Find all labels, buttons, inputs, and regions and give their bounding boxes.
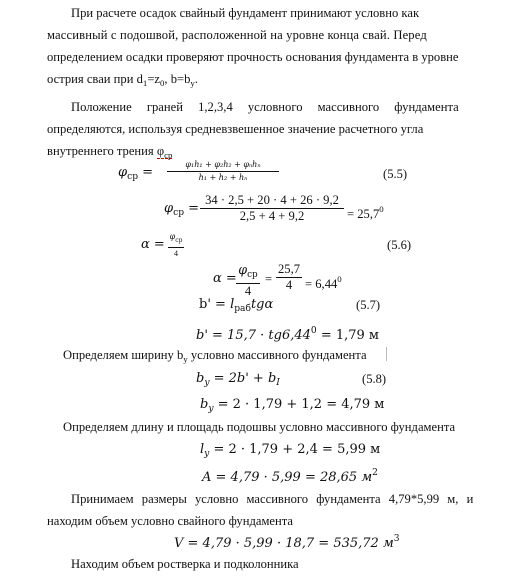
- paragraph-3: Определяем ширину $b_у$ условно массивного фундамента: [63, 348, 367, 364]
- eq-5-6-numeric-fraction-1: $\varphi_{ср}$ 4: [236, 262, 260, 299]
- eq-5-6-fraction: $\varphi_{ср}$ 4: [169, 232, 183, 258]
- eq-5-5-numeric-result: = $25,7^0$: [347, 204, 384, 221]
- paragraph-5-line-2: находим объем условно свайного фундамента: [47, 514, 294, 528]
- eq-5-7: $b' = l_{раб}tg\alpha$: [199, 297, 274, 314]
- eq-5-6-numeric-equals: =: [265, 272, 273, 286]
- eq-5-6-numeric-lhs: α =: [213, 271, 237, 286]
- eq-5-7-numeric: $b' = 15,7 \cdot tg6,44^0 = 1,79$ м: [196, 326, 380, 343]
- paragraph-1-line-3: определением осадки проверяют прочность основания фундамента в уровне: [47, 50, 459, 64]
- paragraph-2-line-3: внутреннего трения $\varphi_{ср}$: [47, 144, 173, 160]
- eq-5-5-numeric-lhs: $\varphi_{ср}$ =: [164, 201, 200, 218]
- paragraph-1-line-4: острия сваи при $d_1=z_0$, $b=b_y$.: [47, 72, 198, 88]
- paragraph-1-line-2: массивный с подошвой, расположенной на уровне конца свай. Перед: [47, 28, 427, 42]
- eq-5-8-tag: (5.8): [362, 372, 387, 386]
- eq-5-5-tag: (5.5): [383, 167, 408, 181]
- eq-5-8: $b_y = 2b' + b_I$: [196, 371, 280, 388]
- paragraph-5-line-1: Принимаем размеры условно массивного фундамента 4,79*5,99 м, и: [71, 492, 474, 506]
- text-cursor: [386, 347, 387, 361]
- eq-5-6-numeric-fraction-2: 25,7 4: [277, 262, 301, 292]
- paragraph-2-line-1: Положение граней 1,2,3,4 условного массивного фундамента: [71, 100, 459, 114]
- eq-5-6-numeric-result: = $6,44^0$: [305, 274, 342, 291]
- eq-ly: $l_y = 2 \cdot 1,79 + 2,4 = 5,99$ м: [200, 442, 381, 459]
- eq-area: A = 4,79 · 5,99 = 28,65 $м^2$: [202, 468, 378, 485]
- paragraph-6: Находим объем ростверка и подколонника: [71, 557, 299, 571]
- eq-volume: V = 4,79 · 5,99 · 18,7 = 535,72 $м^3$: [174, 534, 400, 551]
- eq-5-6-lhs: α =: [141, 237, 165, 252]
- paragraph-2-line-2: определяются, используя средневзвешенное значение расчетного угла: [47, 122, 424, 136]
- eq-5-6-tag: (5.6): [387, 238, 412, 252]
- eq-5-5-lhs: $\varphi_{ср}$ =: [118, 165, 154, 182]
- eq-5-5-fraction: φ₁h₁ + φ₂h₂ + φₙhₙ h₁ + h₂ + hₙ: [167, 159, 279, 184]
- eq-5-5-numeric-fraction: 34 · 2,5 + 20 · 4 + 26 · 9,2 2,5 + 4 + 9,2: [200, 193, 344, 224]
- eq-5-7-tag: (5.7): [356, 298, 381, 312]
- eq-5-8-numeric: $b_y = 2 \cdot 1,79 + 1,2 = 4,79$ м: [200, 397, 385, 414]
- paragraph-1-line-1: При расчете осадок свайный фундамент принимают условно как: [71, 6, 420, 20]
- paragraph-4: Определяем длину и площадь подошвы условно массивного фундамента: [63, 420, 456, 434]
